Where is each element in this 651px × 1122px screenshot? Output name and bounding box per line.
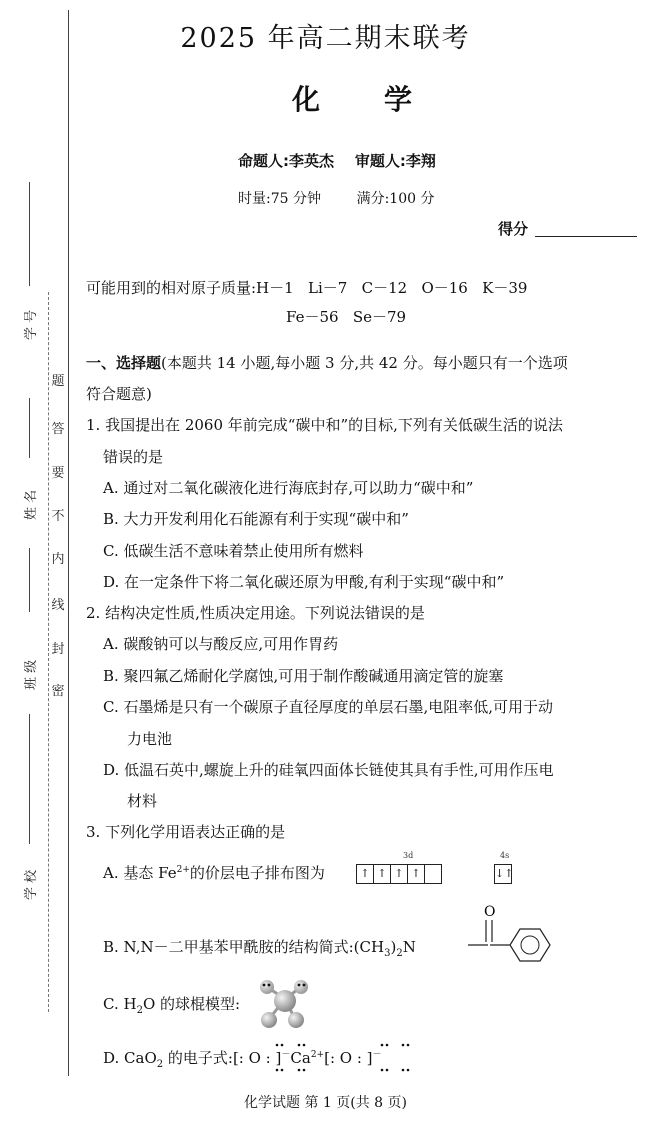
score-blank: [535, 236, 637, 237]
atomic-mass-line-2: Fe－56 Se－79: [286, 308, 407, 326]
school-blank: [29, 714, 30, 844]
lone-pair-ball: [260, 980, 274, 994]
lone-pair-ball: [294, 980, 308, 994]
benzamide-structure: [466, 898, 562, 966]
seal-char: 要: [51, 466, 65, 481]
q3-option-b: [103, 936, 416, 959]
q3-c-rest: O 的球棍模型:: [142, 995, 241, 1013]
subject-char-1: 化: [292, 83, 321, 116]
seal-dashed-line: [48, 292, 49, 1012]
class-blank: [29, 548, 30, 612]
oxygen-ball: [274, 990, 296, 1012]
orbital-4s-label: 4s: [500, 851, 510, 860]
orbital-box: [424, 864, 442, 884]
orbital-box: ↑: [373, 864, 391, 884]
section-heading-bold: 一、选择题: [86, 354, 162, 372]
orbital-3d-label: 3d: [403, 851, 414, 860]
name-blank: [29, 398, 30, 458]
q3-c-sub: 2: [136, 1005, 143, 1016]
score-label: 得分: [498, 220, 529, 238]
q3-d-rest2: [: O : ]: [324, 1049, 373, 1067]
q3-c-text: C. H: [103, 995, 137, 1013]
q2-option-d: D. 低温石英中,螺旋上升的硅氧四面体长链使其具有手性,可用作压电: [103, 761, 554, 779]
q3-d-rest: 的电子式:[: O : ]: [163, 1049, 282, 1067]
q1-option-b: B. 大力开发利用化石能源有利于实现“碳中和”: [103, 510, 409, 528]
atomic-mass-line-1: 可能用到的相对原子质量:H－1 Li－7 C－12 O－16 K－39: [86, 279, 528, 297]
q1-option-d: D. 在一定条件下将二氧化碳还原为甲酸,有利于实现“碳中和”: [103, 573, 505, 591]
q2-option-a: A. 碳酸钠可以与酸反应,可用作胃药: [103, 635, 339, 653]
seal-char: 答: [51, 422, 65, 437]
class-label: 班 级: [24, 659, 39, 690]
name-label: 姓 名: [24, 489, 39, 520]
q3-a-charge: 2+: [176, 865, 190, 875]
water-ball-stick-model: [253, 975, 317, 1035]
seal-char: 题: [51, 374, 65, 389]
orbital-3d: [357, 851, 442, 884]
q3-b-sub: 3: [384, 948, 391, 959]
q3-d-text: D. CaO: [103, 1049, 157, 1067]
peroxide-electron-dots: [260, 1042, 420, 1074]
q3-option-a: [103, 862, 325, 883]
q3-d-minus: －: [281, 1050, 291, 1060]
q1-stem-line-2: 错误的是: [103, 448, 164, 466]
page-footer: 化学试题 第 1 页(共 8 页): [244, 1095, 407, 1111]
q3-stem: 3. 下列化学用语表达正确的是: [86, 823, 286, 841]
hydrogen-ball: [261, 1012, 277, 1028]
student-id-blank: [29, 182, 30, 286]
hydrogen-ball: [288, 1012, 304, 1028]
q2-option-c-line-2: 力电池: [127, 730, 173, 748]
orbital-4s: [495, 851, 514, 884]
section-heading: [86, 352, 568, 373]
q1-stem: 1. 我国提出在 2060 年前完成“碳中和”的目标,下列有关低碳生活的说法: [86, 416, 563, 434]
q1-option-c: C. 低碳生活不意味着禁止使用所有燃料: [103, 542, 364, 560]
q3-d-sub: 2: [156, 1059, 164, 1070]
seal-char: 密: [51, 684, 65, 699]
q3-d-minus2: －: [372, 1050, 382, 1060]
q3-d-ca-charge: 2+: [310, 1050, 325, 1060]
q3-b-text: B. N,N－二甲基苯甲酰胺的结构简式:(CH: [103, 938, 385, 956]
q3-d-ca: Ca: [290, 1049, 311, 1067]
q3-b-sub2: 2: [396, 948, 403, 959]
student-id-label: 学 号: [24, 309, 39, 340]
q1-option-a: A. 通过对二氧化碳液化进行海底封存,可以助力“碳中和”: [103, 479, 474, 497]
margin-rule: [68, 10, 69, 1076]
exam-title: 2025 年高二期末联考: [180, 23, 471, 54]
q3-b-rest: ): [390, 938, 397, 956]
orbital-box: ↑: [356, 864, 374, 884]
seal-char: 不: [51, 509, 65, 524]
subject-char-2: 学: [384, 83, 413, 116]
time-info: 时量:75 分钟 满分:100 分: [238, 191, 435, 207]
orbital-box: ↑: [390, 864, 408, 884]
q2-option-b: B. 聚四氟乙烯耐化学腐蚀,可用于制作酸碱通用滴定管的旋塞: [103, 667, 504, 685]
q2-option-c: C. 石墨烯是只有一个碳原子直径厚度的单层石墨,电阻率低,可用于动: [103, 698, 554, 716]
section-heading-line-2: 符合题意): [86, 385, 152, 403]
benzene-inner-circle: [521, 936, 539, 954]
school-label: 学 校: [24, 869, 39, 900]
q3-option-c: [103, 993, 240, 1016]
q2-option-d-line-2: 材料: [127, 792, 158, 810]
carbonyl-oxygen: O: [484, 904, 496, 920]
orbital-box: ↑: [407, 864, 425, 884]
authors: 命题人:李英杰 审题人:李翔: [238, 152, 436, 170]
seal-char: 内: [51, 552, 65, 567]
orbital-box: ↓↑: [494, 864, 512, 884]
benzene-ring: [510, 929, 550, 961]
q3-a-rest: 的价层电子排布图为: [189, 864, 325, 882]
seal-char: 线: [51, 598, 65, 613]
q3-a-text: A. 基态 Fe: [103, 864, 177, 882]
section-heading-rest: (本题共 14 小题,每小题 3 分,共 42 分。每小题只有一个选项: [161, 354, 568, 372]
seal-char: 封: [51, 642, 65, 657]
q2-stem: 2. 结构决定性质,性质决定用途。下列说法错误的是: [86, 604, 425, 622]
q3-b-n: N: [402, 938, 416, 956]
